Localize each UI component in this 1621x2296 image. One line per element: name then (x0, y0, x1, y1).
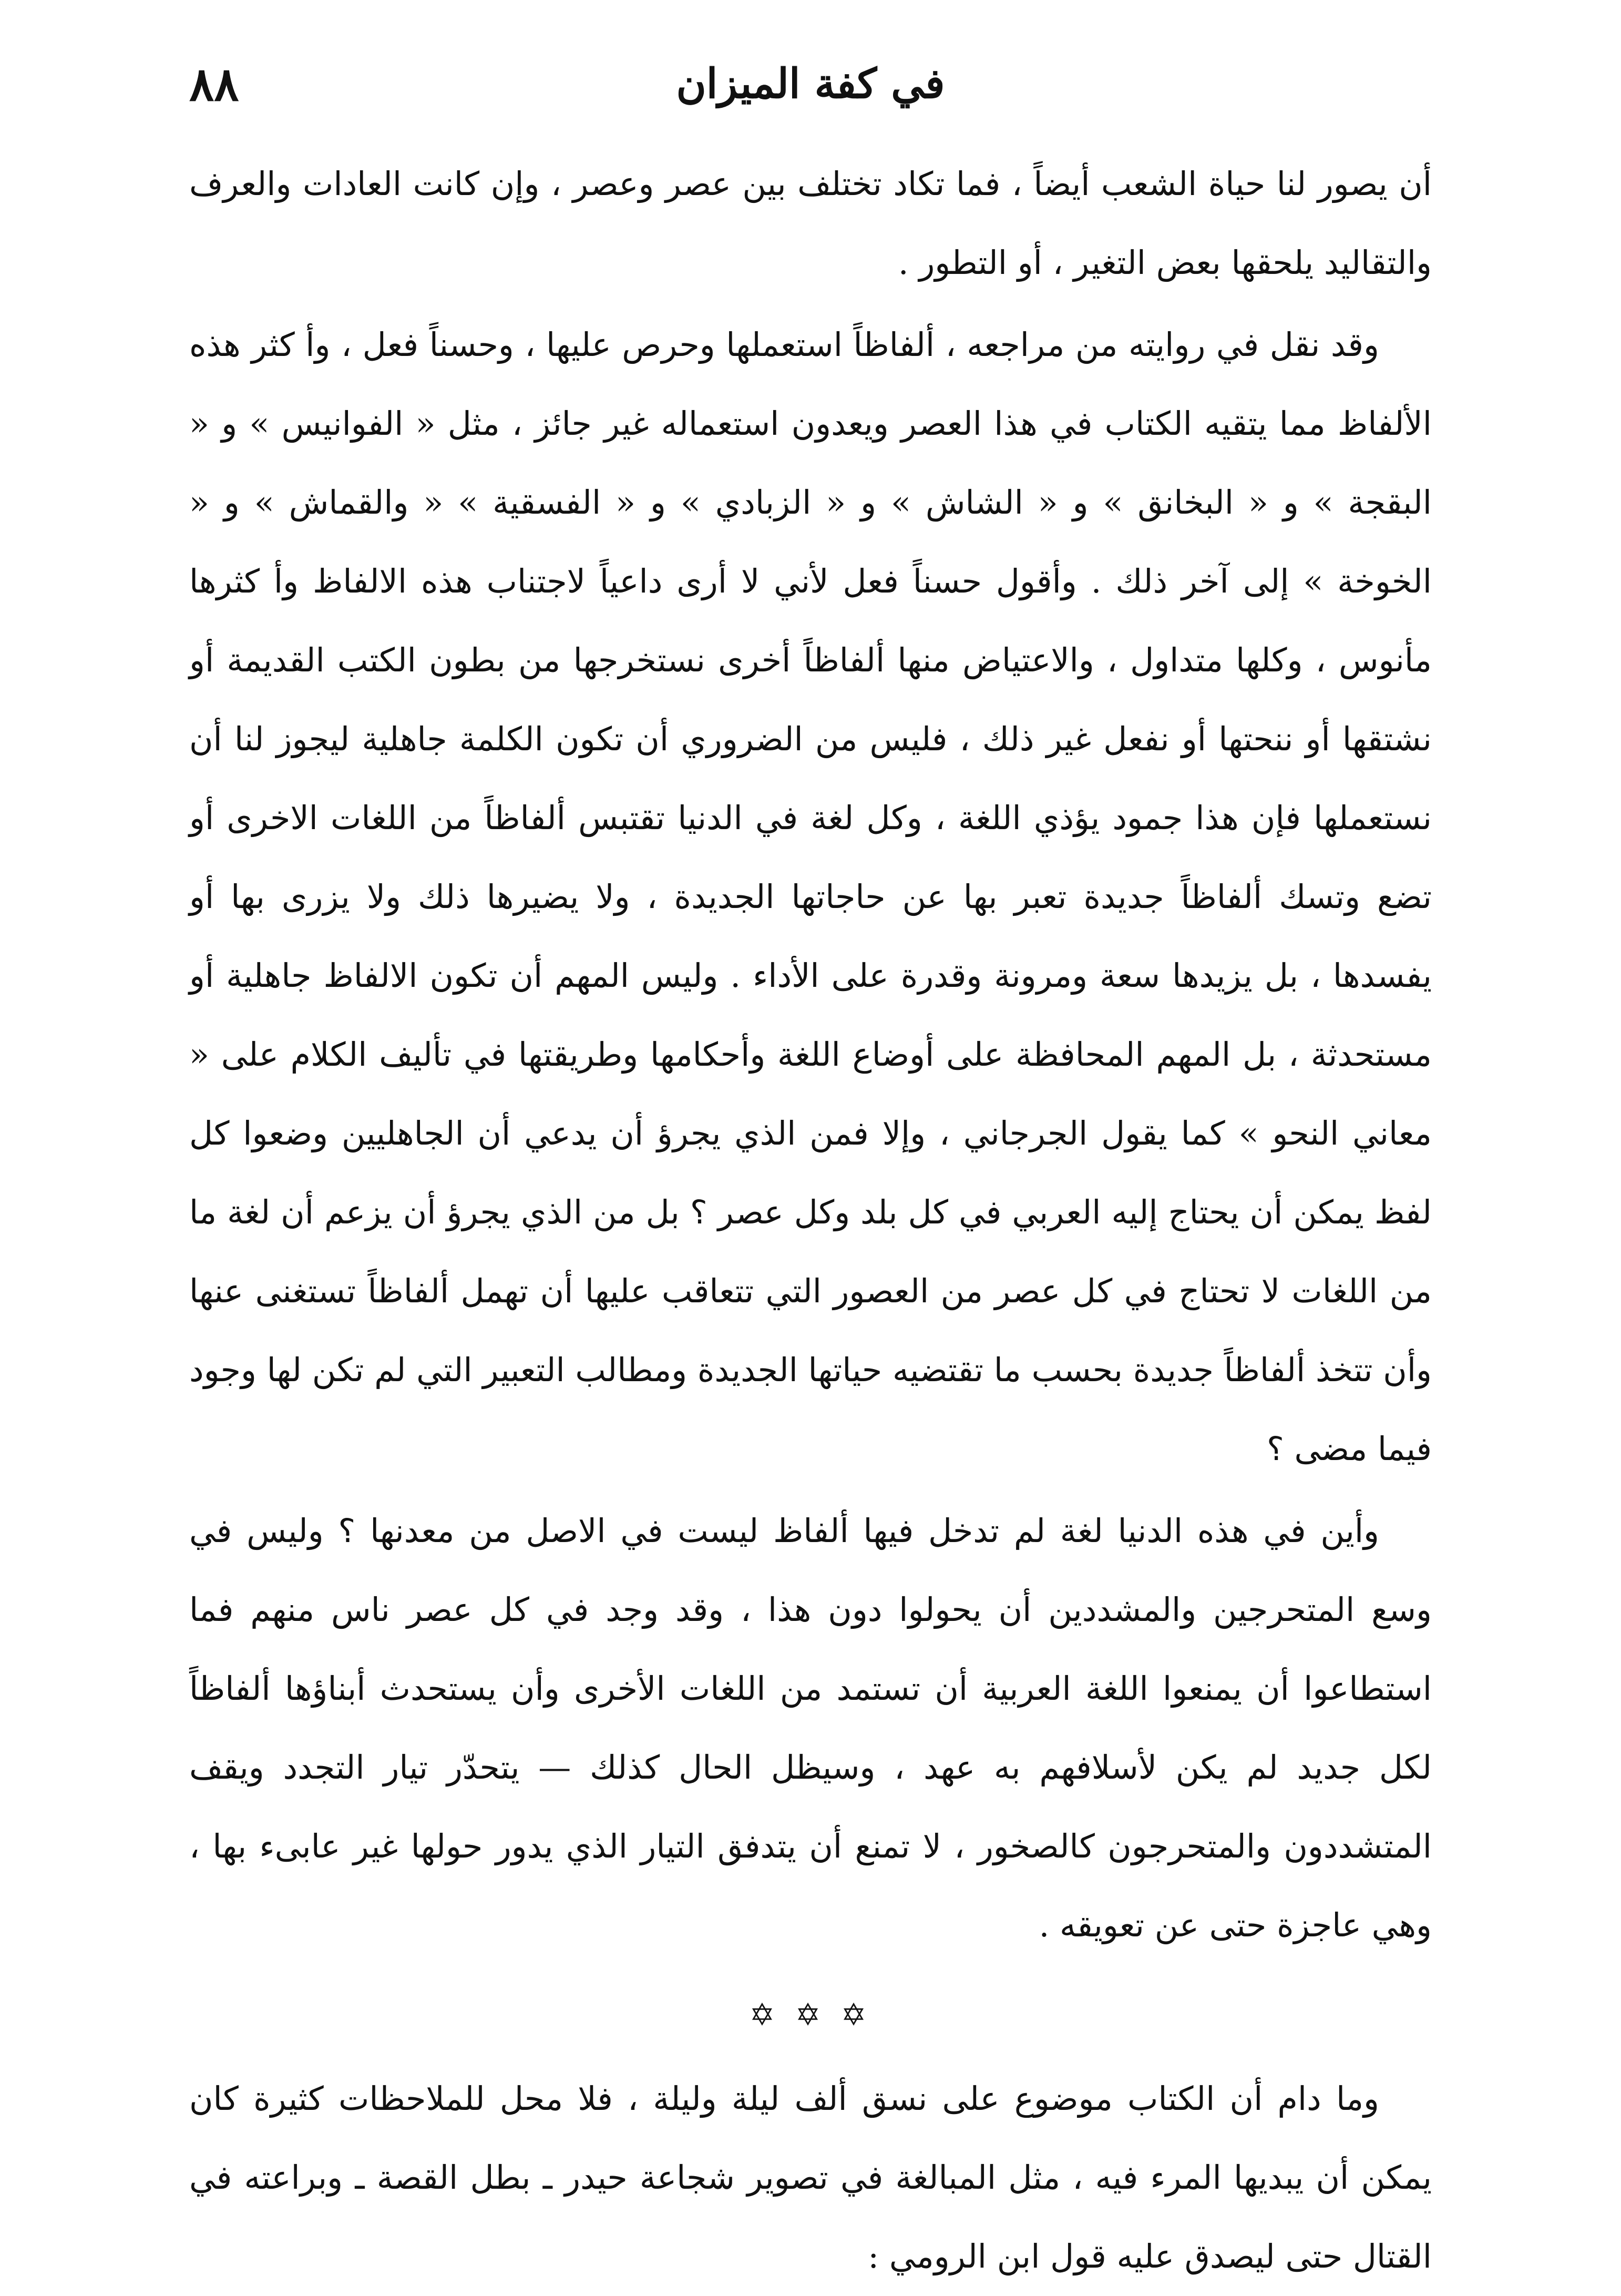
paragraph-vocabulary: وقد نقل في روايته من مراجعه ، ألفاظاً استعملها وحرص عليها ، وحسناً فعل ، وأ كثر هذه الألفاظ مما يتقيه الكتاب في هذا العصر ويعدون استعماله غير جائز ، مثل « الفوانيس » و « البقجة » و « البخانق » و « الشاش » و « الزبادي » و « الفسقية » « والقماش » و « الخوخة » إلى آخر ذلك . وأقول حسناً فعل لأني لا أرى داعياً لاجتناب هذه الالفاظ وأ كثرها مأنوس ، وكلها متداول ، والاعتياض منها ألفاظاً أخرى نستخرجها من بطون الكتب القديمة أو نشتقها أو ننحتها أو نفعل غير ذلك ، فليس من الضروري أن تكون الكلمة جاهلية ليجوز لنا أن نستعملها فإن هذا جمود يؤذي اللغة ، وكل لغة في الدنيا تقتبس ألفاظاً من اللغات الاخرى أو تضع وتسك ألفاظاً جديدة تعبر بها عن حاجاتها الجديدة ، ولا يضيرها ذلك ولا يزرى بها أو يفسدها ، بل يزيدها سعة ومرونة وقدرة على الأداء . وليس المهم أن تكون الالفاظ جاهلية أو مستحدثة ، بل المهم المحافظة على أوضاع اللغة وأحكامها وطريقتها في تأليف الكلام على « معاني النحو » كما يقول الجرجاني ، وإلا فمن الذي يجرؤ أن يدعي أن الجاهليين وضعوا كل لفظ يمكن أن يحتاج إليه العربي في كل بلد وكل عصر ؟ بل من الذي يجرؤ أن يزعم أن لغة ما من اللغات لا تحتاج في كل عصر من العصور التي تتعاقب عليها أن تهمل ألفاظاً تستغنى عنها وأن تتخذ ألفاظاً جديدة بحسب ما تقتضيه حياتها الجديدة ومطالب التعبير التي لم تكن لها وجود فيما مضى ؟ (189, 325, 1432, 1468)
paragraph-borrowing: وأين في هذه الدنيا لغة لم تدخل فيها ألفاظ ليست في الاصل من معدنها ؟ وليس في وسع المتحرجين والمشددين أن يحولوا دون هذا ، وقد وجد في كل عصر ناس منهم فما استطاعوا أن يمنعوا اللغة العربية أن تستمد من اللغات الأخرى وأن يستحدث أبناؤها ألفاظاً لكل جديد لم يكن لأسلافهم به عهد ، وسيظل الحال كذلك — يتحدّر تيار التجدد ويقف المتشددون والمتحرجون كالصخور ، لا تمنع أن يتدفق التيار الذي يدور حولها غير عابىء بها ، وهي عاجزة حتى عن تعويقه . (189, 1512, 1432, 1944)
page-header (189, 50, 1432, 118)
page-body (189, 145, 1432, 2296)
ornament-text: ✡ ✡ ✡ (749, 1997, 872, 2033)
paragraph-closing: وما دام أن الكتاب موضوع على نسق ألف ليلة وليلة ، فلا محل للملاحظات كثيرة كان يمكن أن يبديها المرء فيه ، مثل المبالغة في تصوير شجاعة حيدر ـ بطل القصة ـ وبراعته في القتال حتى ليصدق عليه قول ابن الرومي : (189, 2079, 1432, 2275)
section-divider-stars-icon (189, 1975, 1432, 2054)
page-number: ٨٨ (189, 57, 239, 111)
paragraph-continuation: أن يصور لنا حياة الشعب أيضاً ، فما تكاد تختلف بين عصر وعصر ، وإن كانت العادات والعرف والتقاليد يلحقها بعض التغير ، أو التطور . (189, 165, 1432, 282)
running-title: في كفة الميزان (676, 60, 945, 108)
